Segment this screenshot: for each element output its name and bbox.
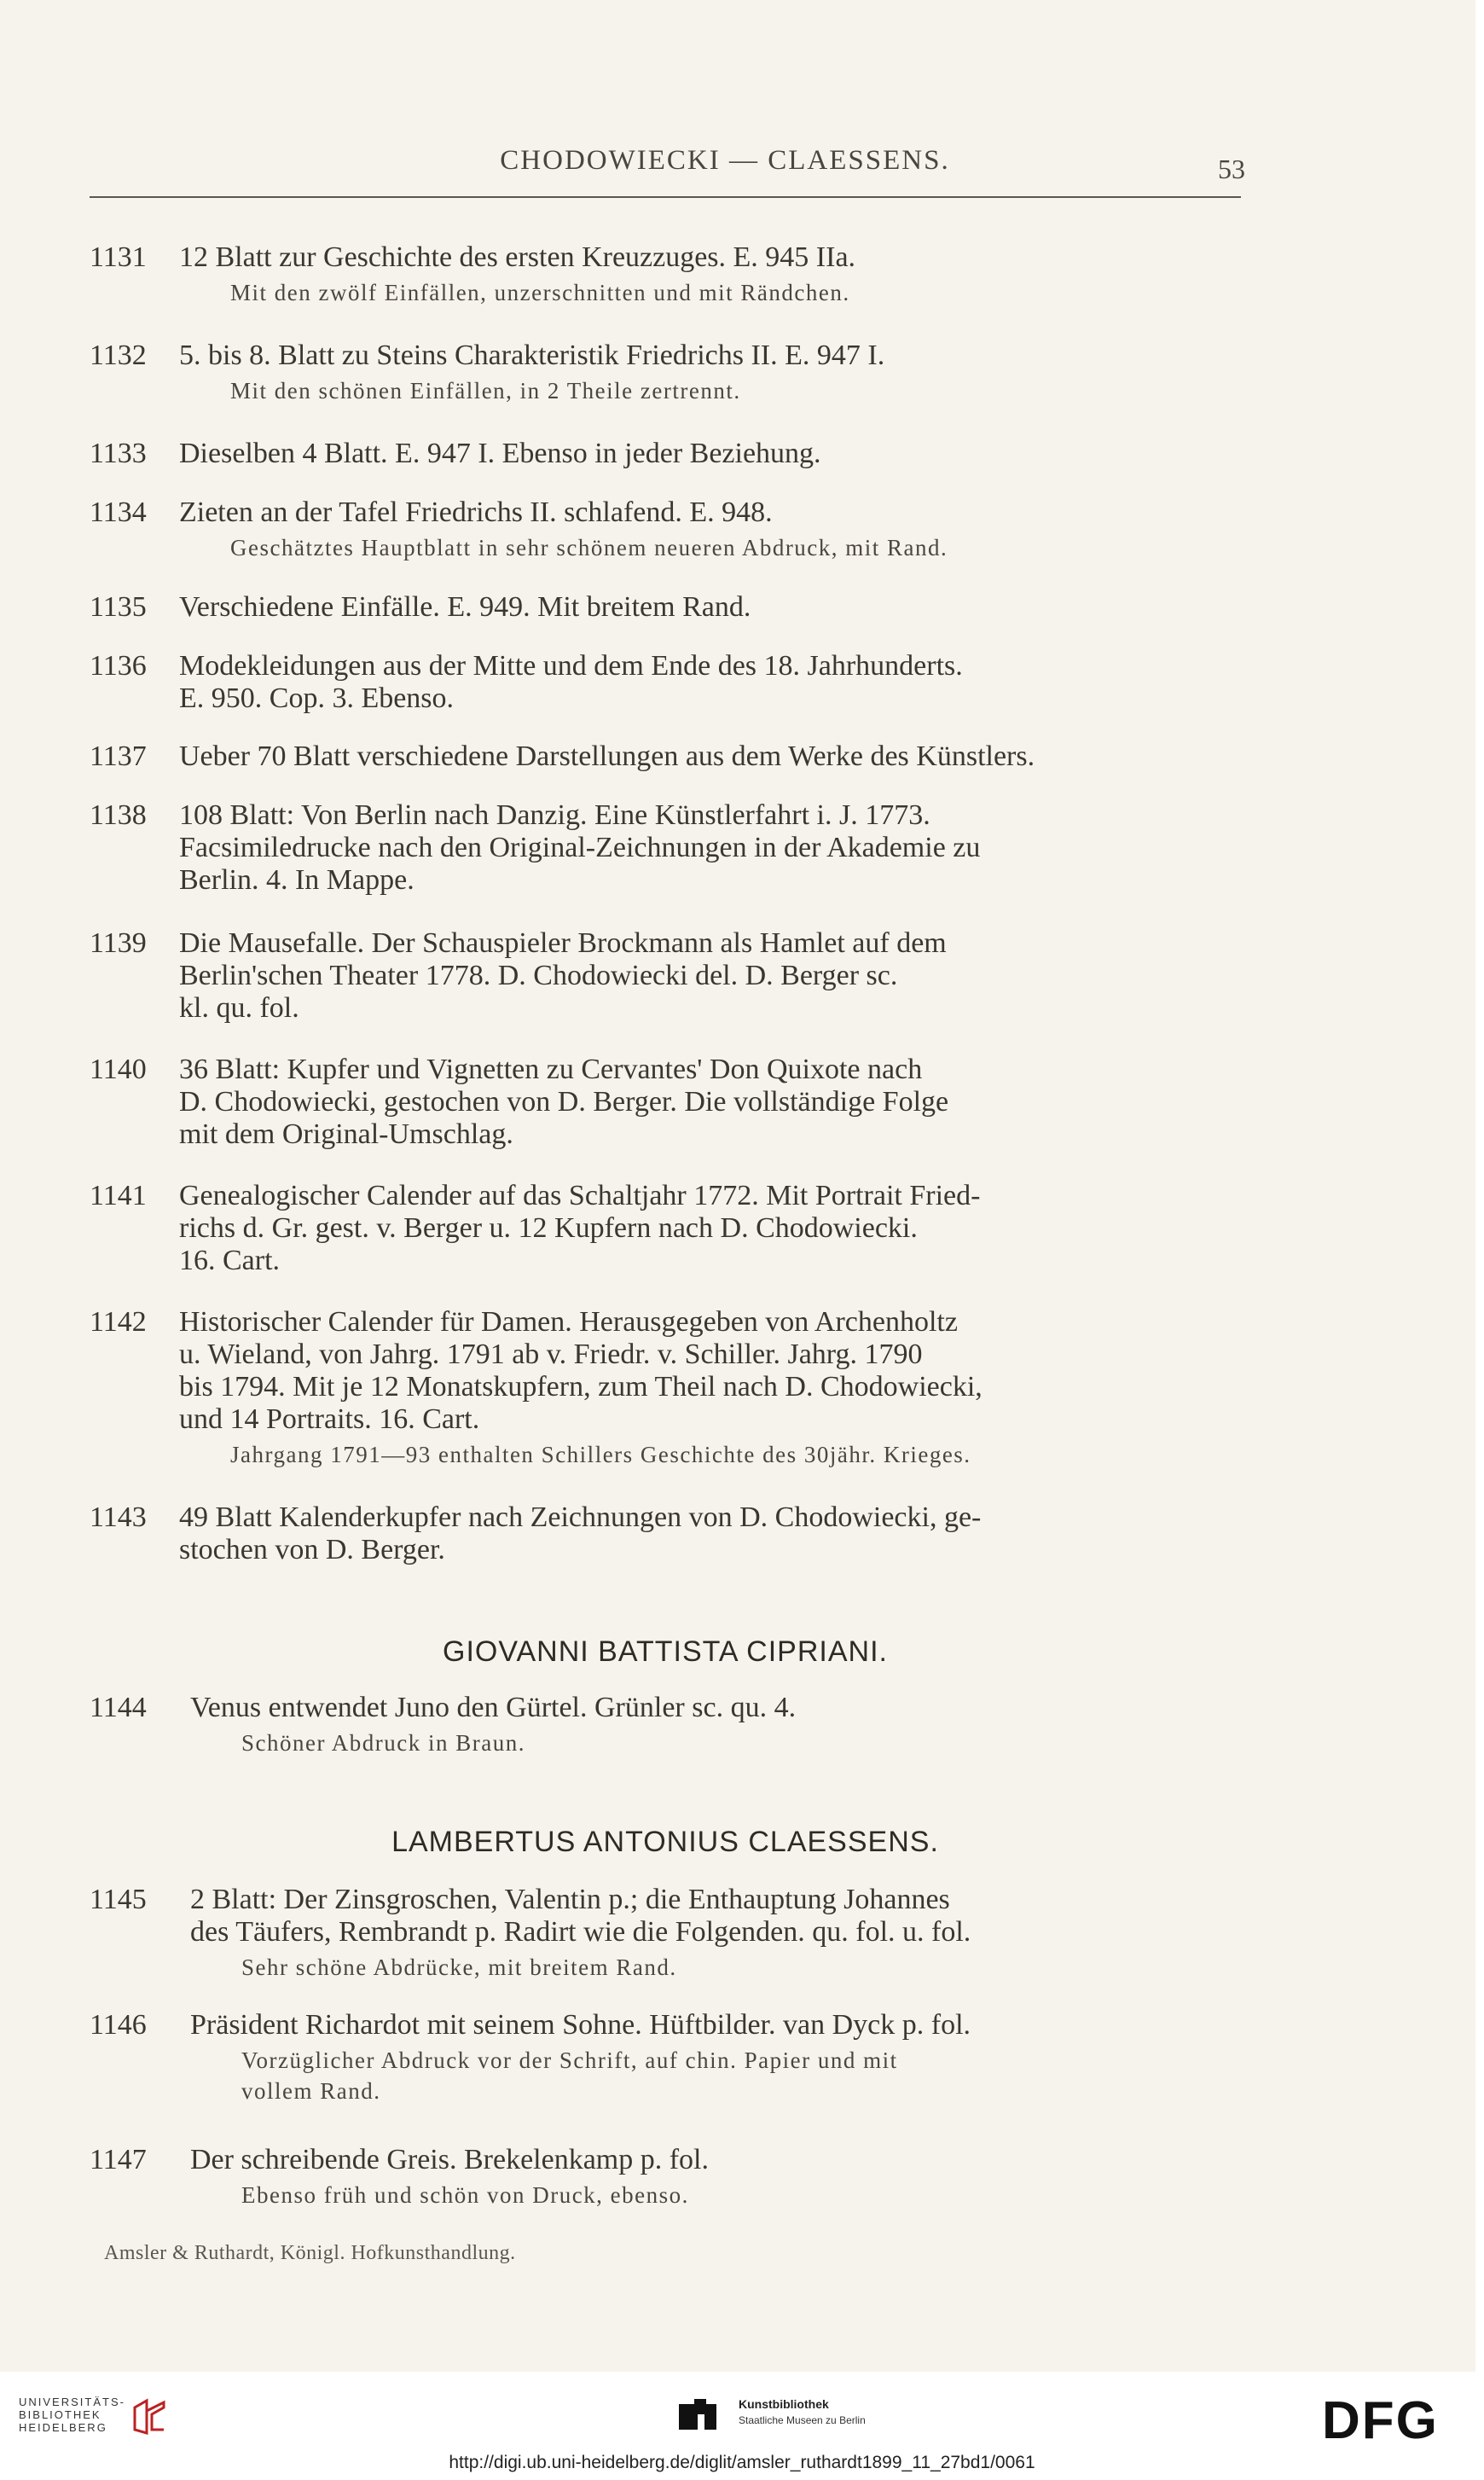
entry-text-line: Historischer Calender für Damen. Herausgegeben von Archenholtz — [179, 1306, 958, 1338]
entry-text-line: richs d. Gr. gest. v. Berger u. 12 Kupfern nach D. Chodowiecki. — [179, 1212, 918, 1244]
lot-number: 1145 — [90, 1884, 147, 1915]
entry-description: Vorzüglicher Abdruck vor der Schrift, auf chin. Papier und mit — [241, 2047, 898, 2073]
lot-number: 1137 — [90, 741, 147, 772]
entry-text-line: 36 Blatt: Kupfer und Vignetten zu Cervantes' Don Quixote nach — [179, 1054, 923, 1085]
entry-text-line: Venus entwendet Juno den Gürtel. Grünler sc. qu. 4. — [190, 1692, 797, 1723]
entry-description: Ebenso früh und schön von Druck, ebenso. — [241, 2182, 689, 2208]
kunstbibliothek-logo[interactable] — [674, 2394, 930, 2436]
dfg-logo[interactable]: DFG — [1322, 2391, 1439, 2450]
entry-text-line: bis 1794. Mit je 12 Monatskupfern, zum Theil nach D. Chodowiecki, — [179, 1371, 983, 1403]
lot-number: 1144 — [90, 1692, 147, 1723]
entry-text-line: Dieselben 4 Blatt. E. 947 I. Ebenso in jeder Beziehung. — [179, 438, 821, 469]
entry-text-line: 5. bis 8. Blatt zu Steins Charakteristik Friedrichs II. E. 947 I. — [179, 340, 885, 371]
lot-number: 1134 — [90, 497, 147, 528]
entry-text-line: Verschiedene Einfälle. E. 949. Mit breitem Rand. — [179, 591, 751, 623]
entry-text-line: 12 Blatt zur Geschichte des ersten Kreuzzuges. E. 945 IIa. — [179, 241, 856, 273]
entry-text-line: Berlin'schen Theater 1778. D. Chodowiecki del. D. Berger sc. — [179, 960, 898, 991]
lot-number: 1140 — [90, 1054, 147, 1085]
entry-text-line: des Täufers, Rembrandt p. Radirt wie die Folgenden. qu. fol. u. fol. — [190, 1916, 971, 1948]
kunstbibliothek-subtitle: Staatliche Museen zu Berlin — [739, 2414, 866, 2426]
entry-text-line: Facsimiledrucke nach den Original-Zeichnungen in der Akademie zu — [179, 832, 981, 863]
entry-description: Sehr schöne Abdrücke, mit breitem Rand. — [241, 1954, 677, 1980]
uni-logo-line: UNIVERSITÄTS- — [19, 2396, 125, 2408]
section-heading: GIOVANNI BATTISTA CIPRIANI. — [443, 1635, 888, 1668]
entry-description: Mit den schönen Einfällen, in 2 Theile zertrennt. — [230, 378, 741, 404]
header-rule — [90, 196, 1241, 198]
lot-number: 1138 — [90, 799, 147, 831]
lot-number: 1146 — [90, 2009, 147, 2041]
kunstbibliothek-name: Kunstbibliothek — [739, 2397, 829, 2411]
entry-description: vollem Rand. — [241, 2078, 381, 2104]
entry-description: Schöner Abdruck in Braun. — [241, 1730, 525, 1756]
permalink-url[interactable]: http://digi.ub.uni-heidelberg.de/diglit/amsler_ruthardt1899_11_27bd1/0061 — [449, 2453, 1035, 2472]
lot-number: 1135 — [90, 591, 147, 623]
entry-text-line: Die Mausefalle. Der Schauspieler Brockmann als Hamlet auf dem — [179, 927, 947, 959]
entry-text-line: Zieten an der Tafel Friedrichs II. schlafend. E. 948. — [179, 497, 773, 528]
entry-text-line: kl. qu. fol. — [179, 992, 299, 1024]
section-heading: LAMBERTUS ANTONIUS CLAESSENS. — [391, 1826, 939, 1858]
entry-text-line: stochen von D. Berger. — [179, 1534, 445, 1565]
entry-text-line: Der schreibende Greis. Brekelenkamp p. fol. — [190, 2144, 709, 2175]
entry-description: Mit den zwölf Einfällen, unzerschnitten und mit Rändchen. — [230, 280, 850, 305]
entry-text-line: Präsident Richardot mit seinem Sohne. Hüftbilder. van Dyck p. fol. — [190, 2009, 971, 2041]
lot-number: 1133 — [90, 438, 147, 469]
lot-number: 1132 — [90, 340, 147, 371]
running-header-title: CHODOWIECKI — CLAESSENS. — [500, 145, 950, 176]
entry-text-line: 108 Blatt: Von Berlin nach Danzig. Eine Künstlerfahrt i. J. 1773. — [179, 799, 930, 831]
entry-text-line: Genealogischer Calender auf das Schaltjahr 1772. Mit Portrait Fried- — [179, 1180, 981, 1211]
lot-number: 1147 — [90, 2144, 147, 2175]
viewer-footer-bar — [0, 2372, 1484, 2453]
entry-text-line: mit dem Original-Umschlag. — [179, 1118, 513, 1150]
lot-number: 1143 — [90, 1501, 147, 1533]
entry-text-line: Modekleidungen aus der Mitte und dem Ende des 18. Jahrhunderts. — [179, 650, 963, 682]
entry-description: Jahrgang 1791—93 enthalten Schillers Geschichte des 30jähr. Krieges. — [230, 1442, 971, 1467]
lot-number: 1141 — [90, 1180, 147, 1211]
entry-description: Geschätztes Hauptblatt in sehr schönem neueren Abdruck, mit Rand. — [230, 535, 948, 560]
lot-number: 1136 — [90, 650, 147, 682]
entry-text-line: 2 Blatt: Der Zinsgroschen, Valentin p.; die Enthauptung Johannes — [190, 1884, 950, 1915]
entry-text-line: u. Wieland, von Jahrg. 1791 ab v. Friedr. v. Schiller. Jahrg. 1790 — [179, 1339, 923, 1370]
entry-text-line: E. 950. Cop. 3. Ebenso. — [179, 682, 455, 714]
lot-number: 1139 — [90, 927, 147, 959]
lot-number: 1142 — [90, 1306, 147, 1338]
kunstbibliothek-mark-icon — [674, 2394, 727, 2433]
uni-logo-line: BIBLIOTHEK — [19, 2408, 101, 2421]
entry-text-line: Ueber 70 Blatt verschiedene Darstellungen aus dem Werke des Künstlers. — [179, 741, 1035, 772]
university-library-logo[interactable] — [19, 2396, 181, 2447]
lot-number: 1131 — [90, 241, 147, 273]
entry-text-line: 49 Blatt Kalenderkupfer nach Zeichnungen von D. Chodowiecki, ge- — [179, 1501, 982, 1533]
entry-text-line: Berlin. 4. In Mappe. — [179, 864, 414, 896]
entry-text-line: D. Chodowiecki, gestochen von D. Berger. Die vollständige Folge — [179, 1086, 949, 1118]
publisher-footer: Amsler & Ruthardt, Königl. Hofkunsthandlung. — [104, 2242, 516, 2264]
entry-text-line: 16. Cart. — [179, 1245, 281, 1276]
entry-text-line: und 14 Portraits. 16. Cart. — [179, 1403, 480, 1435]
page-number: 53 — [1218, 154, 1245, 184]
uni-logo-line: HEIDELBERG — [19, 2421, 107, 2434]
uni-logo-mark-icon — [130, 2396, 171, 2438]
